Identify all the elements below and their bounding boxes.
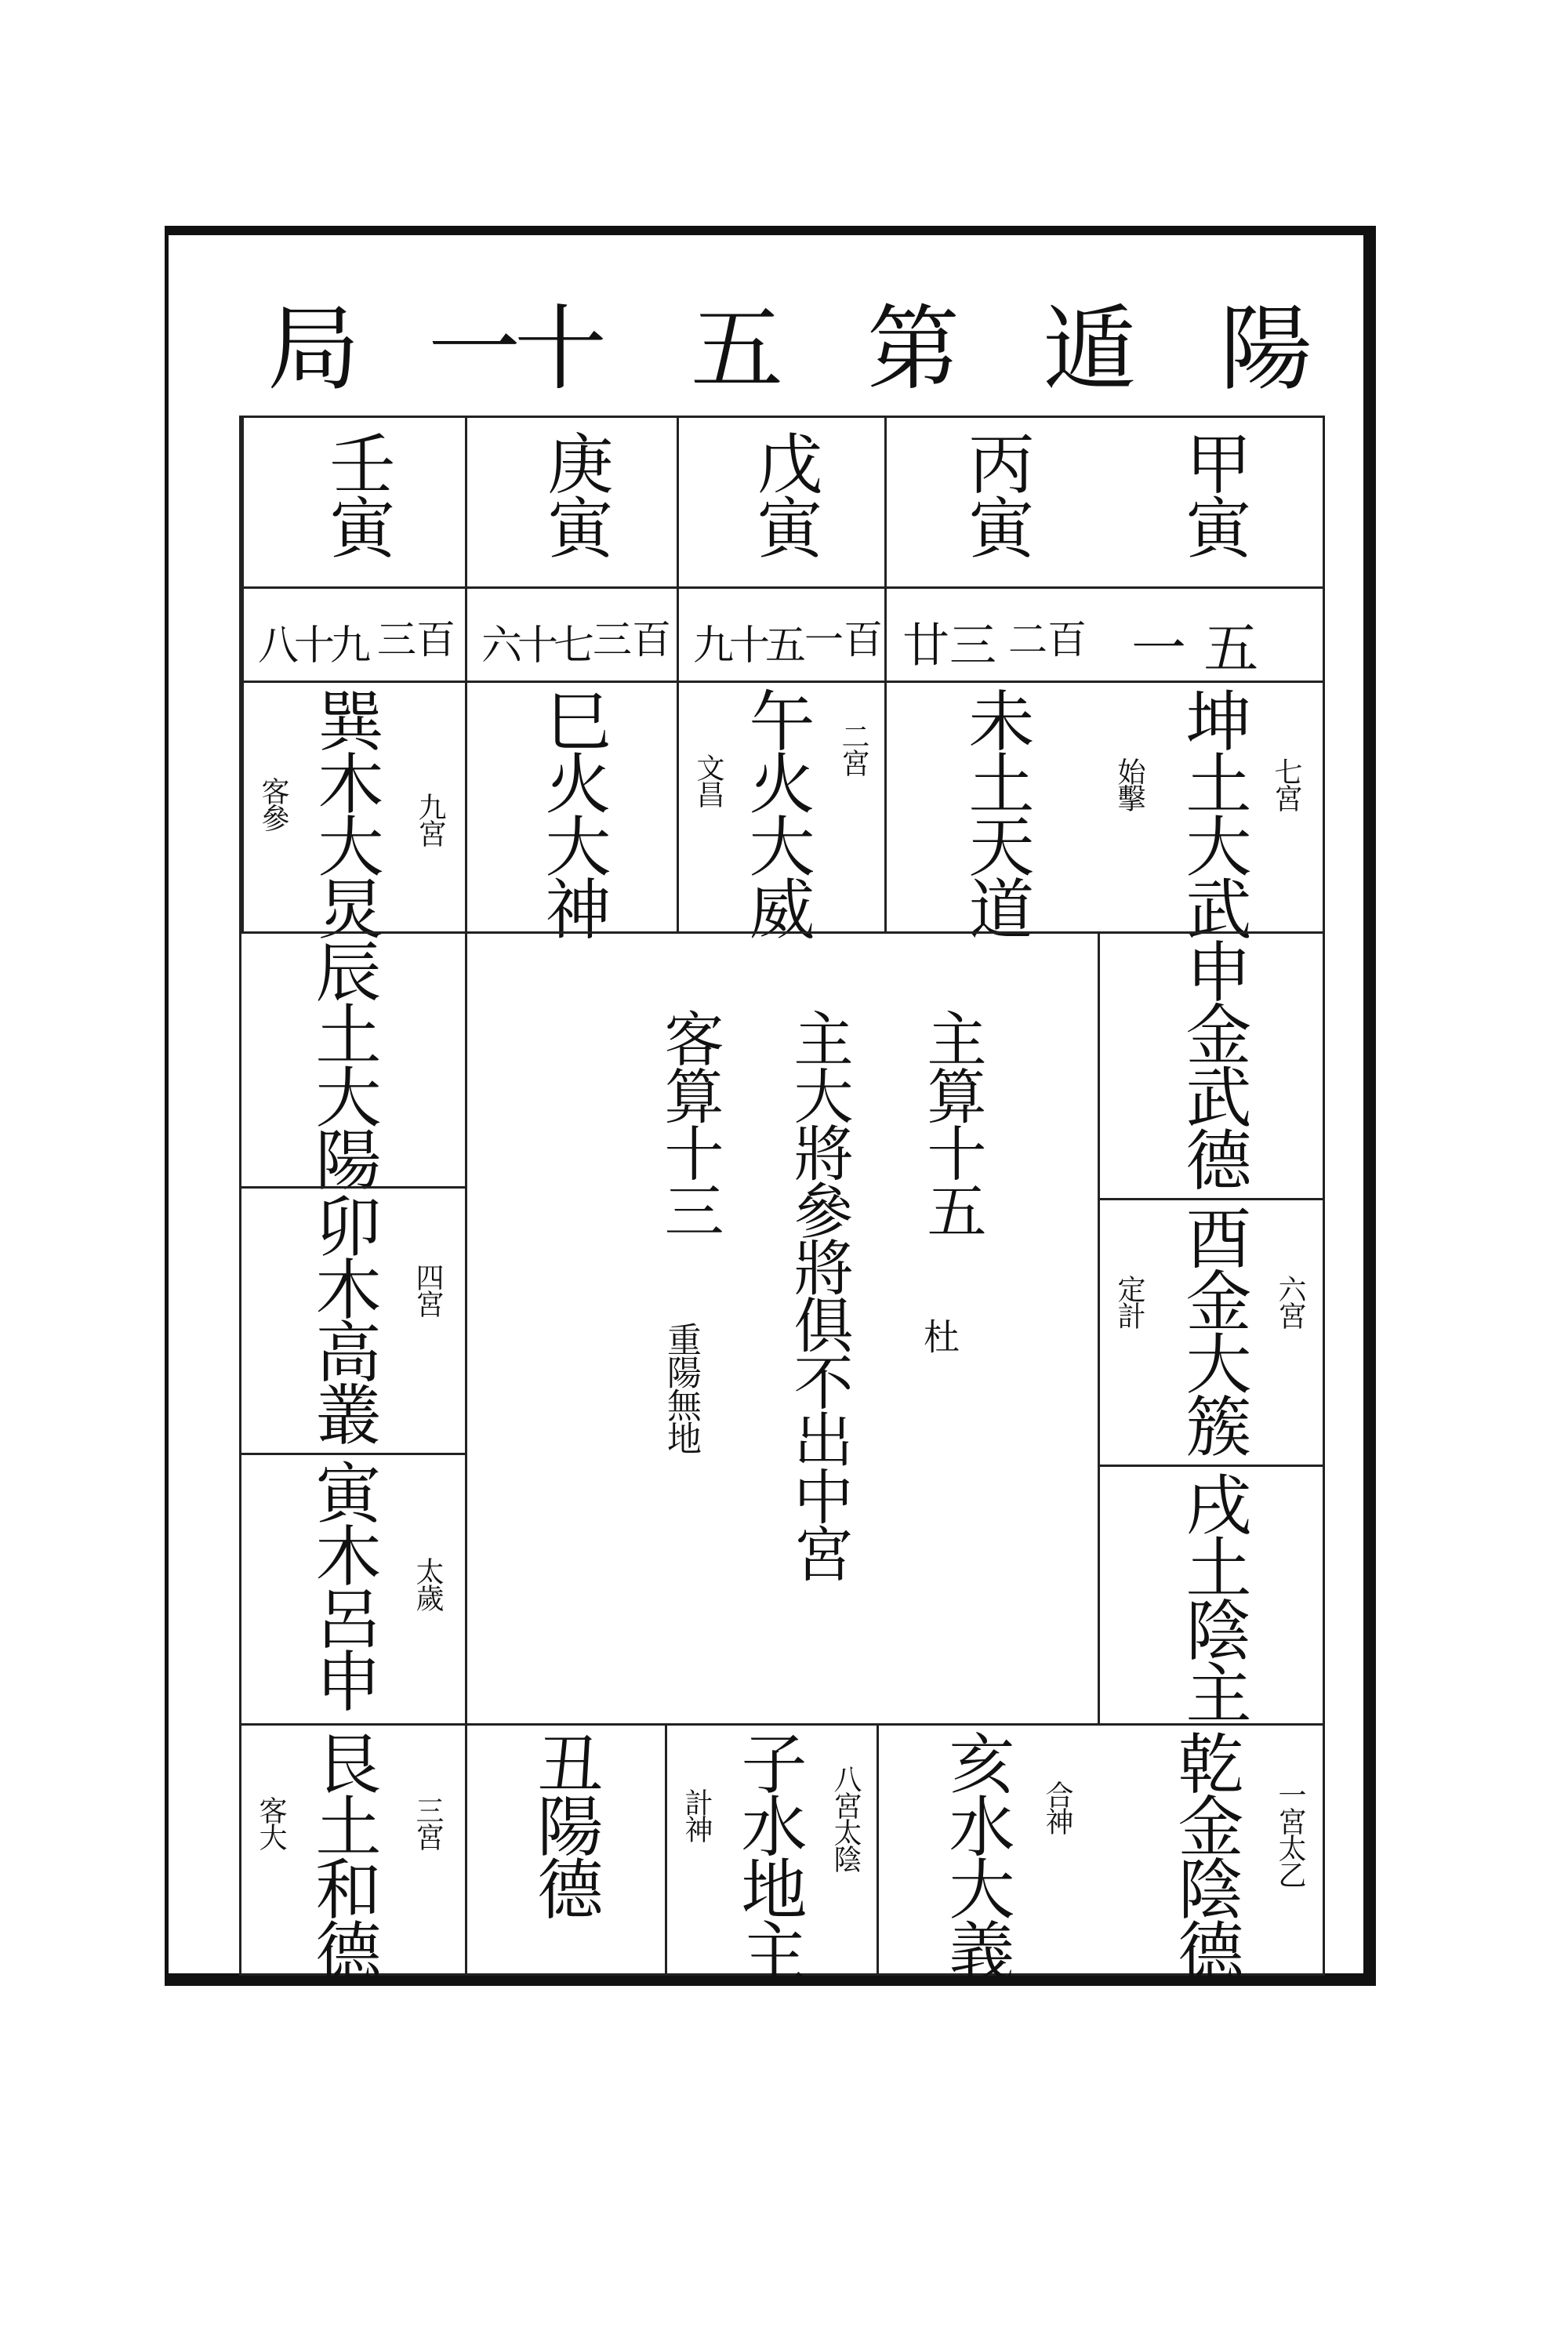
palace-cell-si	[465, 681, 677, 938]
palace-main: 戌土陰主	[1175, 1471, 1252, 1722]
palace-cell-wu	[677, 681, 884, 938]
palace-cell-xun	[241, 681, 465, 938]
number-small: 三百	[593, 617, 671, 662]
center-line-2: 主大將參將俱不出中宮	[784, 1008, 854, 1581]
palace-cell-xu	[1100, 1465, 1325, 1723]
palace-side: 文昌	[692, 753, 724, 807]
stem-cell-1	[1100, 418, 1325, 586]
title-char-7: 局	[267, 295, 360, 403]
title-char-1: 陽	[1219, 295, 1312, 403]
palace-cell-chou	[465, 1723, 665, 1976]
palace-main: 亥水大義	[938, 1730, 1015, 1980]
center-line-1: 主算十五	[917, 1008, 987, 1237]
palace-main: 丑陽德	[527, 1730, 604, 1918]
palace-side: 六宮	[1274, 1275, 1306, 1328]
palace-cell-you	[1100, 1198, 1325, 1465]
palace-side: 七宮	[1270, 757, 1302, 811]
palace-side: 一宮太乙	[1274, 1780, 1306, 1887]
palace-side: 九宮	[414, 793, 446, 846]
chart-grid	[239, 416, 1325, 1980]
palace-cell-kun	[1100, 681, 1325, 938]
center-line-3-note: 重陽無地	[661, 1322, 701, 1454]
palace-main: 卯木高叢	[305, 1192, 382, 1443]
center-box	[465, 931, 1100, 1723]
title-char-4: 五	[690, 295, 783, 403]
palace-cell-zi	[665, 1723, 877, 1980]
number-large: 廿三	[902, 619, 996, 673]
palace-side: 定計	[1113, 1275, 1145, 1328]
title-char-2: 遁	[1043, 295, 1136, 403]
palace-cell-hai	[877, 1723, 1100, 1980]
stem-text: 丙寅	[958, 430, 1035, 558]
stem-text: 庚寅	[537, 430, 614, 558]
palace-cell-mao	[241, 1186, 465, 1453]
palace-main: 巽木大炅	[307, 687, 384, 938]
palace-side: 客參	[257, 777, 289, 830]
number-large: 八十九	[258, 622, 367, 670]
palace-side: 三宮	[412, 1796, 444, 1849]
palace-main: 巳火大神	[535, 687, 612, 938]
palace-side: 計神	[681, 1788, 713, 1842]
number-cell-1	[1100, 586, 1325, 681]
palace-side: 八宮太陰	[829, 1765, 862, 1871]
number-small: 二百	[1008, 617, 1087, 662]
number-cell-2	[884, 586, 1100, 681]
stem-cell-3	[677, 418, 884, 586]
stem-cell-4	[465, 418, 677, 586]
palace-side: 四宮	[412, 1263, 444, 1316]
palace-side: 合神	[1041, 1780, 1073, 1834]
number-cell-3	[677, 586, 884, 681]
palace-side: 客大	[255, 1796, 287, 1849]
number-large: 九十五	[693, 622, 802, 670]
stem-cell-5	[241, 418, 465, 586]
number-small: 一百	[804, 617, 883, 662]
palace-main: 乾金陰德	[1167, 1730, 1244, 1980]
number-small: 三百	[377, 617, 456, 662]
palace-main: 未土天道	[958, 687, 1035, 938]
stem-text: 甲寅	[1175, 430, 1252, 558]
palace-cell-qian	[1100, 1723, 1325, 1980]
title-char-5: 十	[514, 295, 607, 403]
palace-main: 坤土大武	[1175, 687, 1252, 938]
center-line-1-note: 杜	[918, 1318, 960, 1352]
stem-cell-2	[884, 418, 1100, 586]
title-char-6: 一	[427, 295, 521, 403]
number-cell-5	[241, 586, 465, 681]
palace-side: 太歲	[412, 1557, 444, 1610]
palace-cell-gen	[241, 1723, 465, 1980]
palace-main: 申金武德	[1175, 938, 1252, 1189]
number-large: 一 五	[1131, 616, 1259, 681]
number-large: 六十七	[481, 622, 590, 670]
stem-text: 戊寅	[746, 430, 823, 558]
palace-main: 寅木呂申	[305, 1459, 382, 1710]
stem-text: 壬寅	[319, 430, 396, 558]
number-cell-4	[465, 586, 677, 681]
palace-main: 子水地主	[731, 1730, 808, 1980]
title-char-3: 第	[866, 295, 960, 403]
palace-cell-chen	[241, 931, 465, 1189]
palace-main: 酉金大簇	[1175, 1204, 1252, 1455]
palace-cell-shen	[1100, 931, 1325, 1198]
palace-cell-yin	[241, 1453, 465, 1723]
center-line-3: 客算十三	[655, 1008, 724, 1237]
palace-cell-wei	[884, 681, 1100, 938]
palace-main: 辰土大陽	[305, 938, 382, 1189]
palace-main: 午火大威	[739, 687, 815, 938]
palace-side: 二宮	[837, 722, 869, 775]
palace-side: 始擊	[1113, 757, 1145, 811]
palace-main: 艮土和德	[305, 1730, 382, 1980]
